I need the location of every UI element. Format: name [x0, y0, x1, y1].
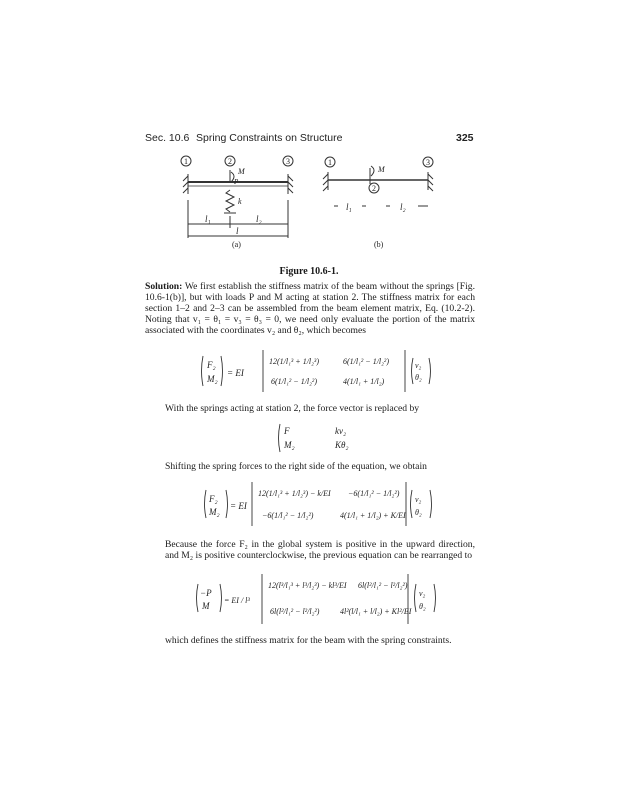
eq3-rhs-v: v₂	[415, 495, 422, 504]
moment-label: M	[238, 167, 245, 176]
eq2-right-ktheta: Kθ₂	[335, 440, 349, 450]
eq4-rhs-theta: θ₂	[419, 602, 426, 611]
station-3-label: 3	[286, 157, 290, 166]
solution-label: Solution:	[145, 281, 183, 292]
length-l-label: l	[236, 226, 239, 236]
eq1-lhs-m: M₂	[207, 374, 218, 384]
eq2-left-m: M₂	[284, 440, 295, 450]
equation-2	[275, 420, 375, 456]
paragraph-rearrange: Because the force F₂ in the global system is positive in the upward direction, and M₂ is positive counterclockwise, the previous equation can be rearranged to	[165, 539, 475, 561]
eq3-m21: −6(1/l₁² − 1/l₂²)	[262, 511, 314, 520]
eq3-m12: −6(1/l₁² − 1/l₂²)	[348, 489, 400, 498]
eq1-m22: 4(1/l₁ + 1/l₂)	[343, 377, 385, 386]
equation-4	[190, 570, 440, 628]
station-2-label: 2	[228, 157, 232, 166]
station-1-label: 1	[328, 158, 332, 167]
eq3-lhs-m: M₂	[209, 507, 220, 517]
eq1-m12: 6(1/l₁² − 1/l₂²)	[343, 357, 389, 366]
eq3-m11: 12(1/l₁³ + 1/l₂³) − k/EI	[258, 489, 331, 498]
figure-caption: Figure 10.6-1.	[279, 266, 339, 277]
paragraph-shift-spring: Shifting the spring forces to the right side of the equation, we obtain	[165, 461, 427, 472]
equation-3	[198, 478, 434, 530]
eq4-lhs-m: M	[202, 601, 210, 611]
section-title: Spring Constraints on Structure	[196, 132, 343, 144]
eq4-m22: 4l²(l/l₁ + l/l₂) + Kl²/EI	[340, 607, 412, 616]
eq1-rhs-theta: θ₂	[415, 373, 422, 382]
eq4-rhs-v: v₂	[419, 589, 426, 598]
station-1-label: 1	[184, 157, 188, 166]
eq3-m22: 4(1/l₁ + 1/l₂) + K/EI	[340, 511, 406, 520]
eq1-m11: 12(1/l₁³ + 1/l₂³)	[269, 357, 319, 366]
spring	[226, 190, 234, 212]
solution-paragraph	[145, 282, 475, 337]
eq4-lhs-p: −P	[200, 588, 212, 598]
section-label: Sec. 10.6	[145, 132, 190, 144]
paragraph-conclusion: which defines the stiffness matrix for the beam with the spring constraints.	[165, 635, 452, 646]
figure-panel-a	[180, 150, 310, 255]
station-3-label: 3	[426, 158, 430, 167]
eq1-m21: 6(1/l₁² − 1/l₂²)	[271, 377, 317, 386]
eq4-coef: = EI / l³	[224, 596, 250, 605]
eq4-m21: 6l(l²/l₁² − l²/l₂²)	[270, 607, 320, 616]
figure-panel-b	[322, 150, 442, 255]
eq2-right-kv: kv₂	[335, 426, 347, 436]
eq3-rhs-theta: θ₂	[415, 508, 422, 517]
moment-arrow	[371, 166, 374, 176]
eq4-m11: 12(l³/l₁³ + l³/l₂³) − kl³/EI	[268, 581, 347, 590]
spring-label: k	[238, 197, 242, 206]
eq1-coef: = EI	[227, 368, 244, 378]
paragraph-force-vector: With the springs acting at station 2, the force vector is replaced by	[165, 403, 420, 414]
panel-a-label: (a)	[232, 240, 241, 249]
equation-1	[195, 346, 435, 396]
page-number: 325	[456, 132, 474, 144]
load-label: P	[234, 178, 239, 186]
eq3-lhs-f: F₂	[209, 494, 218, 504]
eq3-coef: = EI	[230, 501, 247, 511]
panel-b-label: (b)	[374, 240, 384, 249]
station-2-label: 2	[372, 184, 376, 193]
length-l1-label: l₁	[346, 202, 352, 212]
eq2-left-f: F	[284, 426, 290, 436]
solution-body: We first establish the stiffness matrix of the beam without the springs [Fig. 10.6-1(b)], but with loads P and M acting at station 2. The stiffness matrix for each section 1–2 and 2–3 can be assembled from the beam element matrix, Eq. (10.2-2). Noting that v₁ = θ₁ = v₃ = θ₃ = 0, we need only evaluate the portion of the matrix associated with the coordinates v₂ and θ₂, which becomes	[145, 281, 475, 336]
length-l1-label: l₁	[205, 214, 211, 224]
eq1-lhs-f: F₂	[207, 360, 216, 370]
moment-label: M	[378, 165, 385, 174]
eq4-m12: 6l(l²/l₁² − l²/l₂²)	[358, 581, 408, 590]
eq1-rhs-v: v₂	[415, 361, 422, 370]
length-l2-label: l₂	[400, 202, 406, 212]
length-l2-label: l₂	[256, 214, 262, 224]
